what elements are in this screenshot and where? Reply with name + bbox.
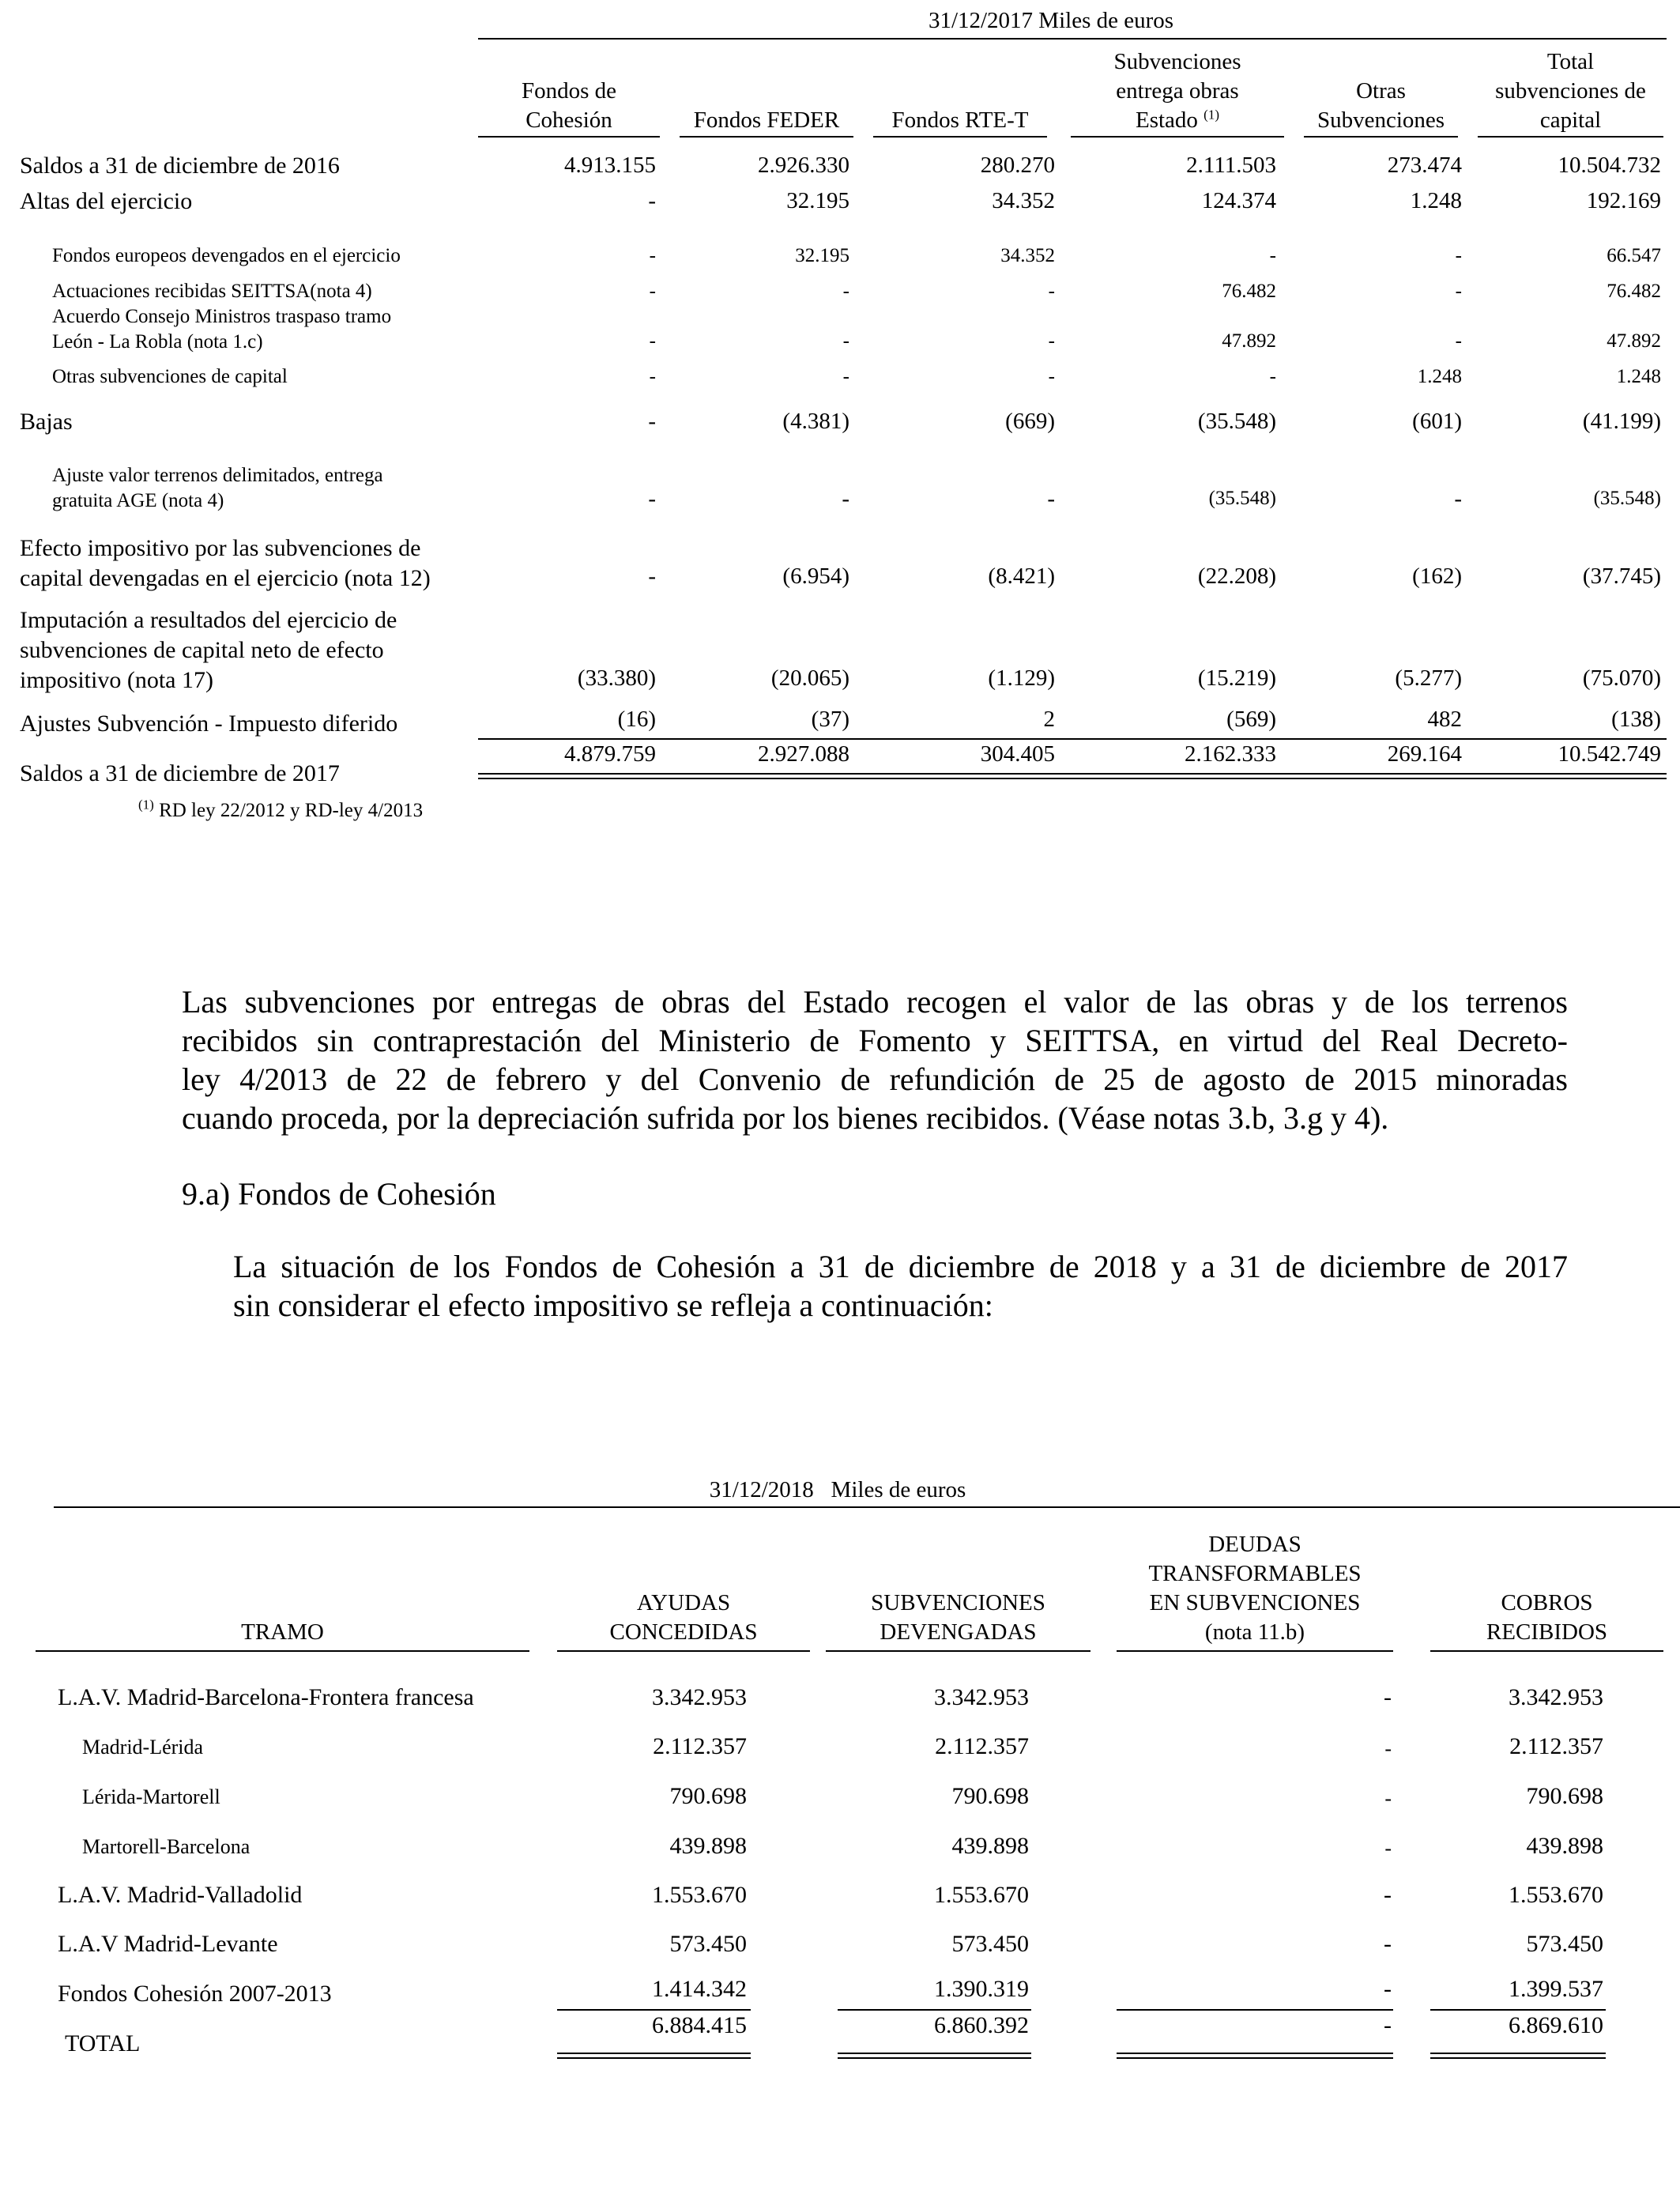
- paragraph-line: cuando proceda, por la depreciación sufrida por los bienes recibidos. (Véase notas 3.b, 3.g y 4).: [182, 1100, 1389, 1136]
- t1-row-label: Altas del ejercicio: [20, 188, 193, 214]
- t2-cell: 790.698: [669, 1783, 747, 1809]
- t1-cell: (16): [617, 707, 656, 732]
- t1-cell: 34.352: [992, 188, 1055, 213]
- t2-cell: 2.112.357: [935, 1733, 1029, 1759]
- t2-cell: 790.698: [951, 1783, 1029, 1809]
- t2-cell: 1.399.537: [1509, 1976, 1603, 2002]
- t1-cell: 2.162.333: [1185, 741, 1276, 767]
- t2-row-label: Martorell-Barcelona: [82, 1835, 250, 1858]
- t1-cell: -: [649, 366, 656, 387]
- t1-cell: 124.374: [1201, 188, 1276, 213]
- t1-cell: -: [1048, 366, 1055, 387]
- t1-col-header-fondos-cohesion: Fondos de Cohesión: [521, 78, 617, 133]
- t1-cell: (15.219): [1197, 665, 1276, 691]
- t1-cell: 32.195: [786, 188, 849, 213]
- intro-line: sin considerar el efecto impositivo se refleja a continuación:: [233, 1287, 993, 1323]
- t1-cell: (4.381): [782, 409, 849, 434]
- t1-cell: -: [648, 486, 656, 511]
- t1-cell: (35.548): [1197, 409, 1276, 434]
- t2-header-underline: [826, 1650, 1090, 1652]
- t1-row-label: Bajas: [20, 409, 73, 435]
- t1-row-label: Ajustes Subvención - Impuesto diferido: [20, 711, 398, 737]
- t1-cell: -: [1048, 330, 1055, 352]
- t1-cell: 47.892: [1607, 330, 1661, 352]
- t2-cell: -: [1384, 1882, 1392, 1908]
- t1-cell: -: [649, 245, 656, 266]
- t1-col-header-fondos-feder: Fondos FEDER: [693, 107, 840, 133]
- t2-row-label: Fondos Cohesión 2007-2013: [58, 1981, 332, 2007]
- t2-cell: 6.860.392: [934, 2012, 1029, 2038]
- paragraph-line: Las subvenciones por entregas de obras del Estado recogen el valor de las obras y de los terrenos: [182, 984, 1568, 1020]
- t2-cell: 6.884.415: [652, 2012, 747, 2038]
- t1-col-header-total: Total subvenciones de capital: [1495, 49, 1646, 133]
- t1-cell: 4.879.759: [564, 741, 656, 767]
- t2-subtotal-rule: [1117, 2009, 1393, 2011]
- table1-title: 31/12/2017 Miles de euros: [928, 8, 1174, 33]
- t2-col-header-ayudas: AYUDAS CONCEDIDAS: [609, 1590, 758, 1645]
- t1-col-header-otras-subvenciones: Otras Subvenciones: [1317, 78, 1445, 133]
- t2-subtotal-rule: [557, 2009, 751, 2011]
- t1-row-label: Saldos a 31 de diciembre de 2017: [20, 760, 340, 786]
- t2-total-double-rule: [1117, 2053, 1393, 2059]
- t2-cell: 1.553.670: [652, 1882, 747, 1908]
- t2-row-label: L.A.V. Madrid-Valladolid: [58, 1882, 303, 1908]
- t2-cell: -: [1384, 2012, 1392, 2038]
- t1-cell: 1.248: [1616, 366, 1661, 387]
- t2-total-double-rule: [557, 2053, 751, 2059]
- t2-cell: -: [1384, 1737, 1392, 1760]
- t1-cell: 2.926.330: [758, 153, 849, 178]
- t2-cell: 439.898: [669, 1833, 747, 1859]
- t1-row-label: Imputación a resultados del ejercicio de subvenciones de capital neto de efecto impositivo (nota 17): [20, 607, 397, 693]
- t2-row-label: Lérida-Martorell: [82, 1785, 220, 1808]
- t2-cell: -: [1384, 1787, 1392, 1810]
- t1-cell: (35.548): [1593, 488, 1661, 509]
- t1-cell: -: [648, 188, 656, 213]
- t1-header-underline: [1071, 136, 1284, 138]
- t2-cell: 6.869.610: [1509, 2012, 1603, 2038]
- t1-cell: -: [1455, 330, 1462, 352]
- t2-cell: 1.553.670: [1509, 1882, 1603, 1908]
- t1-header-underline: [680, 136, 853, 138]
- t1-cell: 192.169: [1586, 188, 1661, 213]
- t1-cell: -: [649, 330, 656, 352]
- t1-cell: 10.504.732: [1558, 153, 1661, 178]
- t2-cell: 439.898: [1526, 1833, 1603, 1859]
- paragraph-line: recibidos sin contraprestación del Ministerio de Fomento y SEITTSA, en virtud del Real Decreto-: [182, 1023, 1568, 1058]
- t1-cell: (669): [1005, 409, 1055, 434]
- t2-cell: 2.112.357: [1509, 1733, 1603, 1759]
- t1-header-underline: [873, 136, 1047, 138]
- t1-cell: 66.547: [1607, 245, 1661, 266]
- t2-cell: -: [1384, 1837, 1392, 1860]
- t1-cell: (35.548): [1208, 488, 1276, 509]
- t1-row-label: Saldos a 31 de diciembre de 2016: [20, 153, 340, 179]
- t1-cell: 280.270: [980, 153, 1055, 178]
- t2-col-header-cobros: COBROS RECIBIDOS: [1486, 1590, 1608, 1645]
- t2-row-label: Madrid-Lérida: [82, 1736, 204, 1759]
- t1-cell: (20.065): [770, 665, 849, 691]
- t2-cell: 790.698: [1526, 1783, 1603, 1809]
- t1-header-underline: [478, 136, 660, 138]
- t2-total-double-rule: [838, 2053, 1031, 2059]
- t1-cell: (5.277): [1395, 665, 1462, 691]
- t1-header-underline: [1478, 136, 1663, 138]
- t1-cell: (8.421): [988, 564, 1055, 589]
- t1-cell: 1.248: [1417, 366, 1462, 387]
- t1-cell: (37): [811, 707, 849, 732]
- t2-cell: -: [1384, 1931, 1392, 1957]
- t1-cell: -: [1455, 245, 1462, 266]
- t2-header-underline: [1430, 1650, 1663, 1652]
- t1-cell: 4.913.155: [564, 153, 656, 178]
- t2-header-underline: [36, 1650, 529, 1652]
- t2-row-label: L.A.V. Madrid-Barcelona-Frontera francesa: [58, 1684, 474, 1710]
- t2-cell: -: [1384, 1684, 1392, 1710]
- paragraph-line: ley 4/2013 de 22 de febrero y del Convenio de refundición de 25 de agosto de 2015 minoradas: [182, 1061, 1568, 1097]
- t1-row-label: Actuaciones recibidas SEITTSA(nota 4): [52, 281, 372, 302]
- t2-header-underline: [557, 1650, 810, 1652]
- t1-cell: (162): [1412, 564, 1462, 589]
- t1-cell: -: [1269, 366, 1276, 387]
- t1-cell: 273.474: [1387, 153, 1462, 178]
- t1-row-label: Acuerdo Consejo Ministros traspaso tramo León - La Robla (nota 1.c): [52, 306, 392, 352]
- t1-cell: 32.195: [795, 245, 849, 266]
- t1-cell: -: [648, 564, 656, 589]
- section-heading: 9.a) Fondos de Cohesión: [182, 1176, 496, 1212]
- t2-cell: 3.342.953: [1509, 1684, 1603, 1710]
- t1-cell: 76.482: [1607, 281, 1661, 302]
- t2-cell: 2.112.357: [653, 1733, 747, 1759]
- footnote-marker: (1): [138, 797, 154, 812]
- t1-cell: (569): [1226, 707, 1276, 732]
- t1-cell: (22.208): [1197, 564, 1276, 589]
- t1-total-double-rule: [478, 773, 1667, 779]
- t1-cell: (6.954): [782, 564, 849, 589]
- t1-cell: 47.892: [1222, 330, 1276, 352]
- t1-cell: -: [1269, 245, 1276, 266]
- t1-cell: -: [842, 330, 849, 352]
- t1-cell: -: [649, 281, 656, 302]
- t2-subtotal-rule: [1430, 2009, 1606, 2011]
- t1-cell: 304.405: [980, 741, 1055, 767]
- t1-cell: (33.380): [577, 665, 656, 691]
- t2-cell: 3.342.953: [934, 1684, 1029, 1710]
- t1-cell: 2: [1043, 707, 1055, 732]
- t1-cell: (138): [1611, 707, 1661, 732]
- table1-title-rule: [478, 38, 1667, 40]
- t1-cell: 1.248: [1410, 188, 1462, 213]
- t1-cell: 10.542.749: [1558, 741, 1661, 767]
- t1-cell: -: [1048, 281, 1055, 302]
- t1-cell: 76.482: [1222, 281, 1276, 302]
- t1-footnote: $^{(1)}$ RD ley 22/2012 y RD-ley 4/2013: [138, 797, 424, 821]
- intro-line: La situación de los Fondos de Cohesión a 31 de diciembre de 2018 y a 31 de diciembre de 2017: [233, 1249, 1568, 1284]
- t2-col-header-deudas: DEUDAS TRANSFORMABLES EN SUBVENCIONES (nota 11.b): [1148, 1532, 1362, 1645]
- t1-cell: -: [1047, 486, 1055, 511]
- t2-cell: 3.342.953: [652, 1684, 747, 1710]
- t1-cell: (1.129): [988, 665, 1055, 691]
- t1-cell: (41.199): [1582, 409, 1661, 434]
- t1-cell: 34.352: [1000, 245, 1055, 266]
- t1-cell: (601): [1412, 409, 1462, 434]
- t2-col-header-subvenciones: SUBVENCIONES DEVENGADAS: [871, 1590, 1045, 1645]
- t2-col-header-tramo: TRAMO: [241, 1619, 324, 1645]
- table2-title-rule: [54, 1506, 1680, 1508]
- t1-row-label: Otras subvenciones de capital: [52, 366, 288, 387]
- t2-cell: 1.553.670: [934, 1882, 1029, 1908]
- t2-total-double-rule: [1430, 2053, 1606, 2059]
- t1-cell: 2.111.503: [1186, 153, 1276, 178]
- t1-cell: (75.070): [1582, 665, 1661, 691]
- t1-cell: -: [648, 409, 656, 434]
- t1-cell: 2.927.088: [758, 741, 849, 767]
- t1-subtotal-rule: [478, 738, 1667, 740]
- t1-cell: 269.164: [1387, 741, 1462, 767]
- t2-cell: 1.390.319: [934, 1976, 1029, 2002]
- t2-total-label: TOTAL: [65, 2030, 141, 2056]
- t1-cell: -: [842, 486, 849, 511]
- t1-cell: -: [1455, 281, 1462, 302]
- t1-col-header-fondos-rte-t: Fondos RTE-T: [891, 107, 1029, 133]
- t1-header-underline: [1304, 136, 1458, 138]
- t1-col-header-subvenciones-estado: Subvenciones entrega obras Estado $^{(1)}$: [1113, 49, 1241, 133]
- t2-row-label: L.A.V Madrid-Levante: [58, 1931, 278, 1957]
- t2-cell: 573.450: [669, 1931, 747, 1957]
- t1-cell: 482: [1427, 707, 1462, 732]
- t2-header-underline: [1117, 1650, 1393, 1652]
- t2-cell: 573.450: [1526, 1931, 1603, 1957]
- t2-cell: 439.898: [951, 1833, 1029, 1859]
- t2-cell: 1.414.342: [652, 1976, 747, 2002]
- t1-row-label: Ajuste valor terrenos delimitados, entrega gratuita AGE (nota 4): [52, 465, 383, 511]
- footnote-marker: (1): [1203, 107, 1219, 123]
- t1-cell: -: [1454, 486, 1462, 511]
- table2-title: 31/12/2018 Miles de euros: [709, 1477, 966, 1502]
- t1-cell: -: [842, 281, 849, 302]
- t2-cell: -: [1384, 1976, 1392, 2002]
- t1-cell: (37.745): [1582, 564, 1661, 589]
- t1-row-label: Fondos europeos devengados en el ejercicio: [52, 245, 401, 266]
- t2-cell: 573.450: [951, 1931, 1029, 1957]
- t1-cell: -: [842, 366, 849, 387]
- t1-row-label: Efecto impositivo por las subvenciones de capital devengadas en el ejercicio (nota 12): [20, 535, 431, 591]
- t2-subtotal-rule: [838, 2009, 1031, 2011]
